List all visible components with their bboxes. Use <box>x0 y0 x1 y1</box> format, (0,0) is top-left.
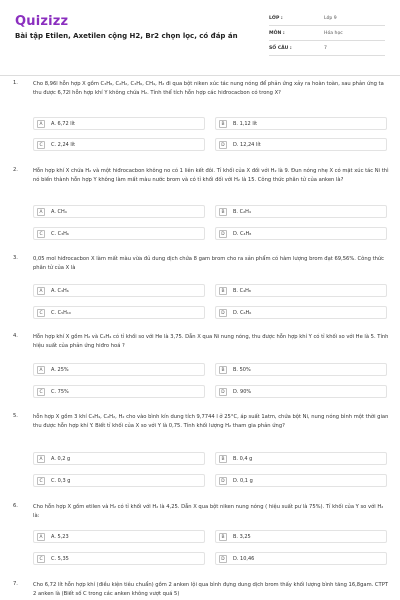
answer-option-d[interactable] <box>215 138 387 151</box>
question-number: 7. <box>13 581 18 587</box>
option-letter-b: B <box>219 533 227 541</box>
question-text: Hỗn hợp khí X chứa H₂ và một hiđrocacbon không no có 1 liên kết đôi. Tỉ khối của X đối với H₂ là 9. Đun nóng nhẹ X có mặt xúc tác Ni thì nó biến thành hỗn hợp Y không làm mất màu nước brom và có tỉ khối đối với H₂ là 15. Công thức phân tử của anken là? <box>33 168 389 183</box>
answer-option-d[interactable] <box>215 474 387 487</box>
option-letter-a: A <box>37 455 45 463</box>
option-letter-c: C <box>37 230 45 238</box>
option-text: A. 25% <box>51 367 69 373</box>
answer-option-a[interactable] <box>33 284 205 297</box>
question-number: 5. <box>13 413 18 419</box>
meta-value: Hóa học <box>324 31 343 36</box>
option-letter-a: A <box>37 120 45 128</box>
option-letter-b: B <box>219 208 227 216</box>
worksheet-title: Bài tập Etilen, Axetilen cộng H2, Br2 chọn lọc, có đáp án <box>15 32 238 40</box>
option-letter-c: C <box>37 309 45 317</box>
option-text: D. 10,46 <box>233 556 255 562</box>
answer-option-a[interactable] <box>33 530 205 543</box>
question-number: 1. <box>13 80 18 86</box>
option-text: C. 2,24 lít <box>51 142 76 148</box>
option-text: A. 6,72 lít <box>51 121 75 127</box>
option-letter-c: C <box>37 388 45 396</box>
option-letter-a: A <box>37 366 45 374</box>
option-letter-c: C <box>37 141 45 149</box>
option-letter-d: D <box>219 388 227 396</box>
option-text: A. C₃H₆ <box>51 288 69 294</box>
answer-option-b[interactable] <box>215 117 387 130</box>
option-text: D. C₆H₆ <box>233 310 252 316</box>
option-letter-a: A <box>37 287 45 295</box>
option-letter-d: D <box>219 555 227 563</box>
meta-row-question-count <box>269 43 385 56</box>
option-letter-d: D <box>219 309 227 317</box>
worksheet-header <box>0 0 400 78</box>
question-number: 4. <box>13 333 18 339</box>
option-letter-d: D <box>219 477 227 485</box>
meta-value: 7 <box>324 46 327 51</box>
header-divider <box>0 75 400 76</box>
option-text: B. C₄H₈ <box>233 288 251 294</box>
option-letter-b: B <box>219 120 227 128</box>
option-letter-b: B <box>219 366 227 374</box>
option-text: C. C₃H₆ <box>51 231 69 237</box>
option-text: B. C₂H₄ <box>233 209 251 215</box>
answer-option-b[interactable] <box>215 284 387 297</box>
question-number: 2. <box>13 167 18 173</box>
meta-label: LỚP : <box>269 16 283 21</box>
answer-option-c[interactable] <box>33 138 205 151</box>
answer-option-b[interactable] <box>215 205 387 218</box>
option-text: C. 5,35 <box>51 556 69 562</box>
answer-option-c[interactable] <box>33 385 205 398</box>
meta-row-class <box>269 13 385 26</box>
meta-row-subject <box>269 28 385 41</box>
meta-label: SỐ CÂU : <box>269 46 292 51</box>
question-text: hỗn hợp X gồm 3 khí C₃H₄, C₂H₂, H₂ cho vào bình kín dung tích 9,7744 l ở 25°C, áp suất 1atm, chứa bột Ni, nung nóng bình một thời gian thu được hỗn hợp khí Y. Biết tỉ khối của X so với Y là 0,75. Tính khối lượng H₂ tham gia phản ứng? <box>33 414 389 429</box>
answer-option-c[interactable] <box>33 474 205 487</box>
answer-option-b[interactable] <box>215 530 387 543</box>
option-text: C. C₅H₁₀ <box>51 310 71 316</box>
answer-option-a[interactable] <box>33 205 205 218</box>
option-text: D. 0,1 g <box>233 478 253 484</box>
option-text: B. 50% <box>233 367 251 373</box>
answer-option-d[interactable] <box>215 385 387 398</box>
meta-label: MÔN : <box>269 31 285 36</box>
option-letter-c: C <box>37 555 45 563</box>
answer-option-c[interactable] <box>33 227 205 240</box>
question-number: 6. <box>13 503 18 509</box>
answer-option-c[interactable] <box>33 552 205 565</box>
answer-option-d[interactable] <box>215 552 387 565</box>
question-text: Hỗn hợp khí X gồm H₂ và C₂H₄ có tỉ khối so với He là 3,75. Dẫn X qua Ni nung nóng, thu được hỗn hợp khí Y có tỉ khối so với He là 5. Tính hiệu suất của phản ứng hiđro hoá ? <box>33 334 389 349</box>
answer-option-d[interactable] <box>215 306 387 319</box>
answer-option-a[interactable] <box>33 363 205 376</box>
option-text: A. 0,2 g <box>51 456 71 462</box>
option-letter-b: B <box>219 287 227 295</box>
answer-option-b[interactable] <box>215 363 387 376</box>
question-number: 3. <box>13 255 18 261</box>
answer-option-b[interactable] <box>215 452 387 465</box>
option-text: B. 1,12 lít <box>233 121 258 127</box>
question-text: Cho hỗn hợp X gồm etilen và H₂ có tỉ khối với H₂ là 4,25. Dẫn X qua bột niken nung nóng ( hiệu suất pư là 75%). Tỉ khối của Y so với H₂ là: <box>33 504 384 519</box>
option-letter-b: B <box>219 455 227 463</box>
option-letter-c: C <box>37 477 45 485</box>
option-letter-a: A <box>37 208 45 216</box>
option-text: C. 75% <box>51 389 69 395</box>
option-letter-d: D <box>219 141 227 149</box>
option-text: C. 0,3 g <box>51 478 71 484</box>
question-text: Cho 6,72 lít hỗn hợp khí (điều kiện tiêu chuẩn) gồm 2 anken lội qua bình đựng dung dịch brom thấy khối lượng bình tăng 16,8gam. CTPT 2 anken là (Biết số C trong các anken không vượt quá 5) <box>33 582 389 597</box>
answer-option-d[interactable] <box>215 227 387 240</box>
option-letter-d: D <box>219 230 227 238</box>
option-text: A. 5,23 <box>51 534 69 540</box>
option-text: A. CH₄ <box>51 209 67 215</box>
answer-option-a[interactable] <box>33 117 205 130</box>
answer-option-a[interactable] <box>33 452 205 465</box>
meta-value: Lớp 9 <box>324 16 337 21</box>
question-text: 0,05 mol hiđrocacbon X làm mất màu vừa đủ dung dịch chứa 8 gam brom cho ra sản phẩm có hàm lượng brom đạt 69,56%. Công thức phân tử của X là <box>33 256 385 271</box>
option-text: D. 12,24 lít <box>233 142 261 148</box>
option-text: D. C₄H₈ <box>233 231 252 237</box>
answer-option-c[interactable] <box>33 306 205 319</box>
quizizz-logo: Quizizz <box>15 14 69 29</box>
option-text: D. 90% <box>233 389 252 395</box>
option-text: B. 0,4 g <box>233 456 253 462</box>
question-text: Cho 8,96l hỗn hợp X gồm C₃H₈, C₂H₂, C₃H₆, CH₄, H₂ đi qua bột niken xúc tác nung nóng để phản ứng xảy ra hoàn toàn, sau phản ứng ta thu được 6,72l hỗn hợp khí Y không chứa H₂. Tính thể tích hỗn hợp các hiđrocacbon có trong X? <box>33 81 384 96</box>
option-letter-a: A <box>37 533 45 541</box>
option-text: B. 3,25 <box>233 534 251 540</box>
